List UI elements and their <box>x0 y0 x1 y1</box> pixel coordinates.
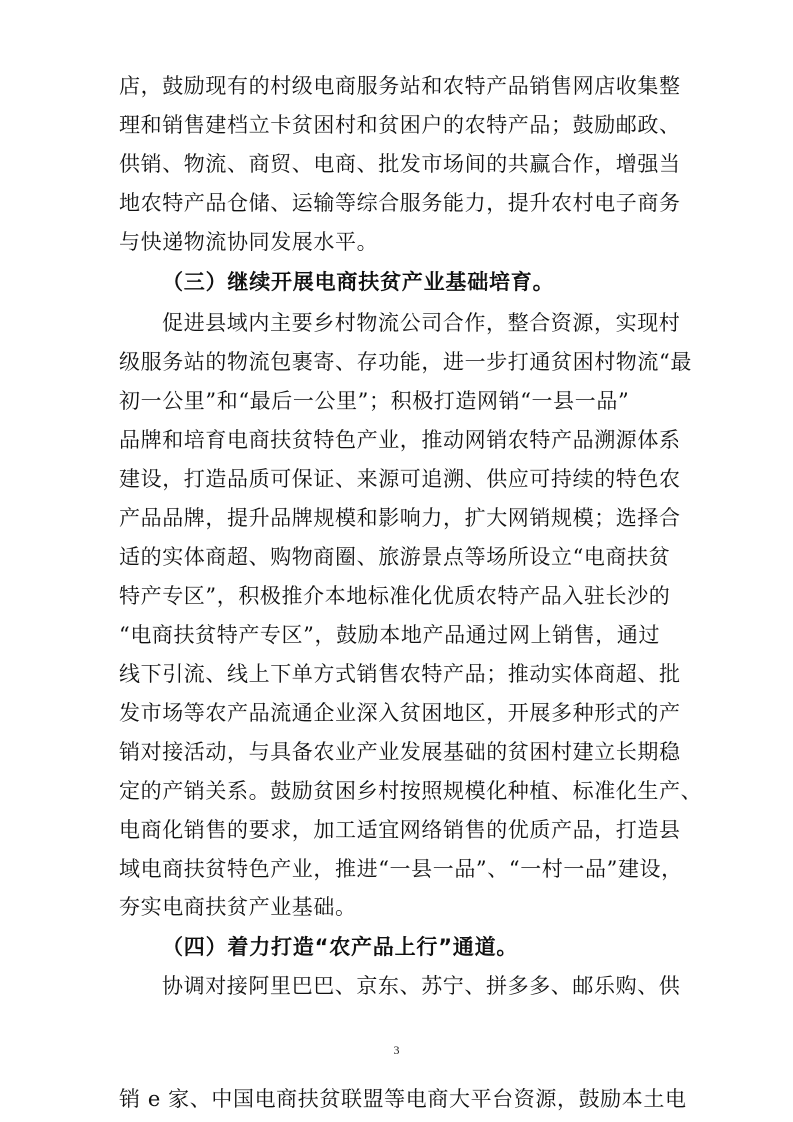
page-number: 3 <box>393 1043 400 1057</box>
section-heading: （四）着力打造“农产品上行”通道。 <box>162 935 519 959</box>
paragraph-line: 级服务站的物流包裹寄、存功能，进一步打通贫困村物流“最 <box>119 350 692 374</box>
paragraph-line: 特产专区”，积极推介本地标准化优质农特产品入驻长沙的 <box>119 584 671 608</box>
paragraph-line: 店，鼓励现有的村级电商服务站和农特产品销售网店收集整 <box>119 74 681 98</box>
paragraph-line: 夯实电商扶贫产业基础。 <box>119 895 357 919</box>
paragraph-line: 初一公里”和“最后一公里”；积极打造网销“一县一品” <box>119 389 630 413</box>
paragraph-line: 地农特产品仓储、运输等综合服务能力，提升农村电子商务 <box>119 191 681 215</box>
paragraph-line: 协调对接阿里巴巴、京东、苏宁、拼多多、邮乐购、供 <box>162 974 681 998</box>
paragraph-line: 发市场等农产品流通企业深入贫困地区，开展多种形式的产 <box>119 701 681 725</box>
section-heading: （三）继续开展电商扶贫产业基础培育。 <box>162 270 555 294</box>
paragraph-line: 建设，打造品质可保证、来源可追溯、供应可持续的特色农 <box>119 467 681 491</box>
paragraph-line: 理和销售建档立卡贫困村和贫困户的农特产品；鼓励邮政、 <box>119 113 681 137</box>
paragraph-line: 定的产销关系。鼓励贫困乡村按照规模化种植、标准化生产、 <box>119 779 703 803</box>
paragraph-line: 促进县域内主要乡村物流公司合作，整合资源，实现村 <box>162 311 681 335</box>
paragraph-line: 销 e 家、中国电商扶贫联盟等电商大平台资源，鼓励本土电 <box>119 1087 687 1111</box>
paragraph-line: 销对接活动，与具备农业产业发展基础的贫困村建立长期稳 <box>119 740 681 764</box>
paragraph-line: 适的实体商超、购物商圈、旅游景点等场所设立“电商扶贫 <box>119 545 671 569</box>
paragraph-line: 与快递物流协同发展水平。 <box>119 230 379 254</box>
paragraph-line: 品牌和培育电商扶贫特色产业，推动网销农特产品溯源体系 <box>119 428 681 452</box>
paragraph-line: 供销、物流、商贸、电商、批发市场间的共赢合作，增强当 <box>119 152 681 176</box>
paragraph-line: 电商化销售的要求，加工适宜网络销售的优质产品，打造县 <box>119 818 681 842</box>
paragraph-line: 域电商扶贫特色产业，推进“一县一品”、“一村一品”建设， <box>119 857 683 881</box>
paragraph-line: 产品品牌，提升品牌规模和影响力，扩大网销规模；选择合 <box>119 506 681 530</box>
paragraph-line: “电商扶贫特产专区”，鼓励本地产品通过网上销售，通过 <box>119 623 661 647</box>
paragraph-line: 线下引流、线上下单方式销售农特产品；推动实体商超、批 <box>119 662 681 686</box>
